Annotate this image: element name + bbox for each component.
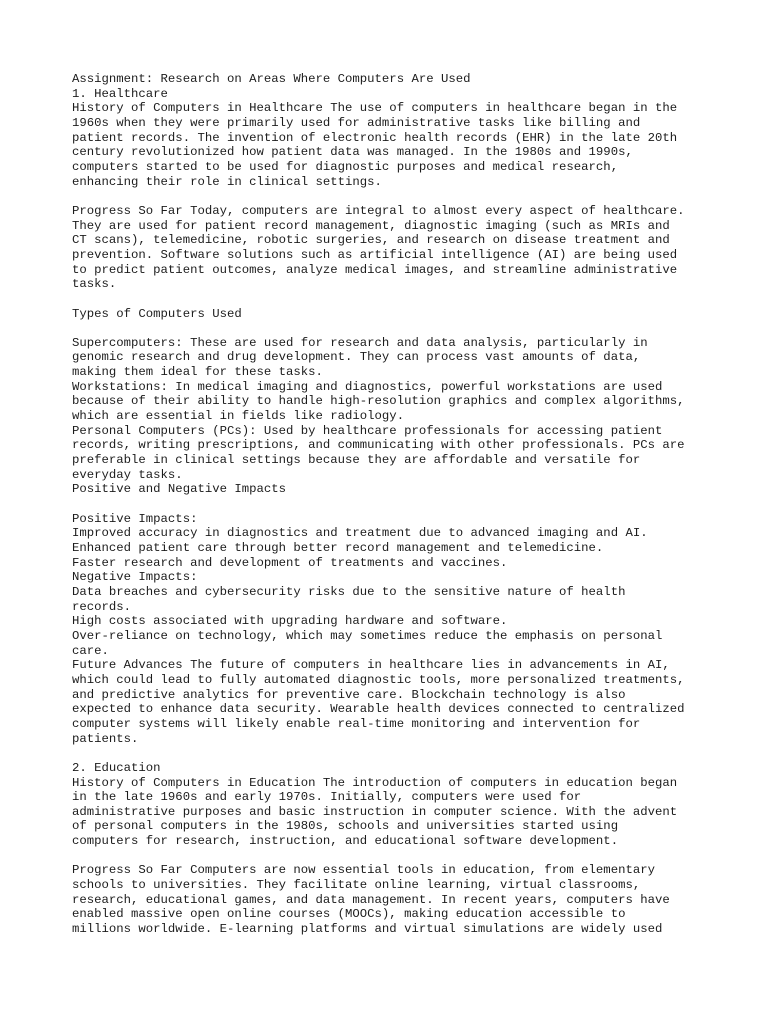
text-line: High costs associated with upgrading hardware and software.	[72, 614, 508, 629]
text-line: computer systems will likely enable real-time monitoring and intervention for	[72, 716, 641, 731]
text-line: Positive and Negative Impacts	[72, 482, 287, 497]
text-line: which could lead to fully automated diagnostic tools, more personalized treatments,	[72, 672, 685, 687]
text-line: History of Computers in Healthcare The use of computers in healthcare began in the	[72, 101, 678, 116]
text-line: Data breaches and cybersecurity risks due to the sensitive nature of health	[72, 584, 626, 599]
text-line: everyday tasks.	[72, 467, 183, 482]
text-line: preferable in clinical settings because they are affordable and versatile for	[72, 453, 641, 468]
text-line: Negative Impacts:	[72, 570, 198, 585]
text-line: Types of Computers Used	[72, 306, 242, 321]
text-line: making them ideal for these tasks.	[72, 365, 323, 380]
text-line: Workstations: In medical imaging and diagnostics, powerful workstations are used	[72, 379, 663, 394]
blank-line	[72, 292, 712, 307]
text-line: research, educational games, and data management. In recent years, computers have	[72, 892, 670, 907]
text-line: Improved accuracy in diagnostics and treatment due to advanced imaging and AI.	[72, 526, 648, 541]
text-line: They are used for patient record management, diagnostic imaging (such as MRIs and	[72, 218, 670, 233]
text-line: century revolutionized how patient data was managed. In the 1980s and 1990s,	[72, 145, 633, 160]
text-line: Assignment: Research on Areas Where Computers Are Used	[72, 72, 471, 86]
text-line: genomic research and drug development. They can process vast amounts of data,	[72, 350, 641, 365]
text-line: Over-reliance on technology, which may sometimes reduce the emphasis on personal	[72, 628, 663, 643]
text-line: computers started to be used for diagnostic purposes and medical research,	[72, 159, 619, 174]
text-line: Enhanced patient care through better record management and telemedicine.	[72, 541, 604, 555]
text-line: records.	[72, 599, 132, 614]
text-line: Personal Computers (PCs): Used by healthcare professionals for accessing patient	[72, 423, 663, 438]
text-line: expected to enhance data security. Wearable health devices connected to centralized	[72, 702, 685, 717]
blank-line	[72, 189, 712, 204]
blank-line	[72, 497, 712, 512]
text-line: Faster research and development of treatments and vaccines.	[72, 555, 508, 570]
text-line: 2. Education	[72, 760, 161, 775]
text-line: Positive Impacts:	[72, 511, 198, 526]
text-line: Future Advances The future of computers in healthcare lies in advancements in AI,	[72, 658, 670, 673]
document-page	[72, 72, 712, 937]
blank-line	[72, 746, 712, 761]
text-line: 1960s when they were primarily used for administrative tasks like billing and	[72, 115, 641, 130]
text-line: patients.	[72, 731, 139, 746]
text-line: Supercomputers: These are used for research and data analysis, particularly in	[72, 335, 648, 350]
blank-line	[72, 849, 712, 864]
text-line: care.	[72, 643, 109, 658]
text-line: to predict patient outcomes, analyze medical images, and streamline administrative	[72, 262, 678, 277]
blank-line	[72, 321, 712, 336]
text-line: of personal computers in the 1980s, schools and universities started using	[72, 819, 619, 834]
text-line: millions worldwide. E-learning platforms and virtual simulations are widely used	[72, 922, 663, 937]
text-line: Progress So Far Today, computers are integral to almost every aspect of healthcare.	[72, 203, 685, 218]
text-line: patient records. The invention of electronic health records (EHR) in the late 20th	[72, 130, 678, 145]
text-line: tasks.	[72, 277, 117, 292]
text-line: History of Computers in Education The introduction of computers in education began	[72, 775, 678, 790]
text-line: because of their ability to handle high-resolution graphics and complex algorithms,	[72, 394, 685, 409]
text-line: which are essential in fields like radiology.	[72, 409, 405, 424]
text-line: records, writing prescriptions, and communicating with other professionals. PCs are	[72, 438, 685, 453]
text-line: prevention. Software solutions such as artificial intelligence (AI) are being used	[72, 247, 678, 262]
text-line: 1. Healthcare	[72, 86, 168, 101]
text-line: enabled massive open online courses (MOOCs), making education accessible to	[72, 907, 626, 922]
text-line: Progress So Far Computers are now essential tools in education, from elementary	[72, 863, 655, 878]
text-line: and predictive analytics for preventive care. Blockchain technology is also	[72, 687, 626, 702]
text-line: in the late 1960s and early 1970s. Initially, computers were used for	[72, 790, 582, 805]
text-line: schools to universities. They facilitate online learning, virtual classrooms,	[72, 878, 641, 893]
text-line: enhancing their role in clinical settings.	[72, 174, 382, 189]
text-line: administrative purposes and basic instruction in computer science. With the advent	[72, 804, 678, 819]
text-line: computers for research, instruction, and educational software development.	[72, 834, 619, 849]
text-line: CT scans), telemedicine, robotic surgeries, and research on disease treatment and	[72, 233, 670, 248]
